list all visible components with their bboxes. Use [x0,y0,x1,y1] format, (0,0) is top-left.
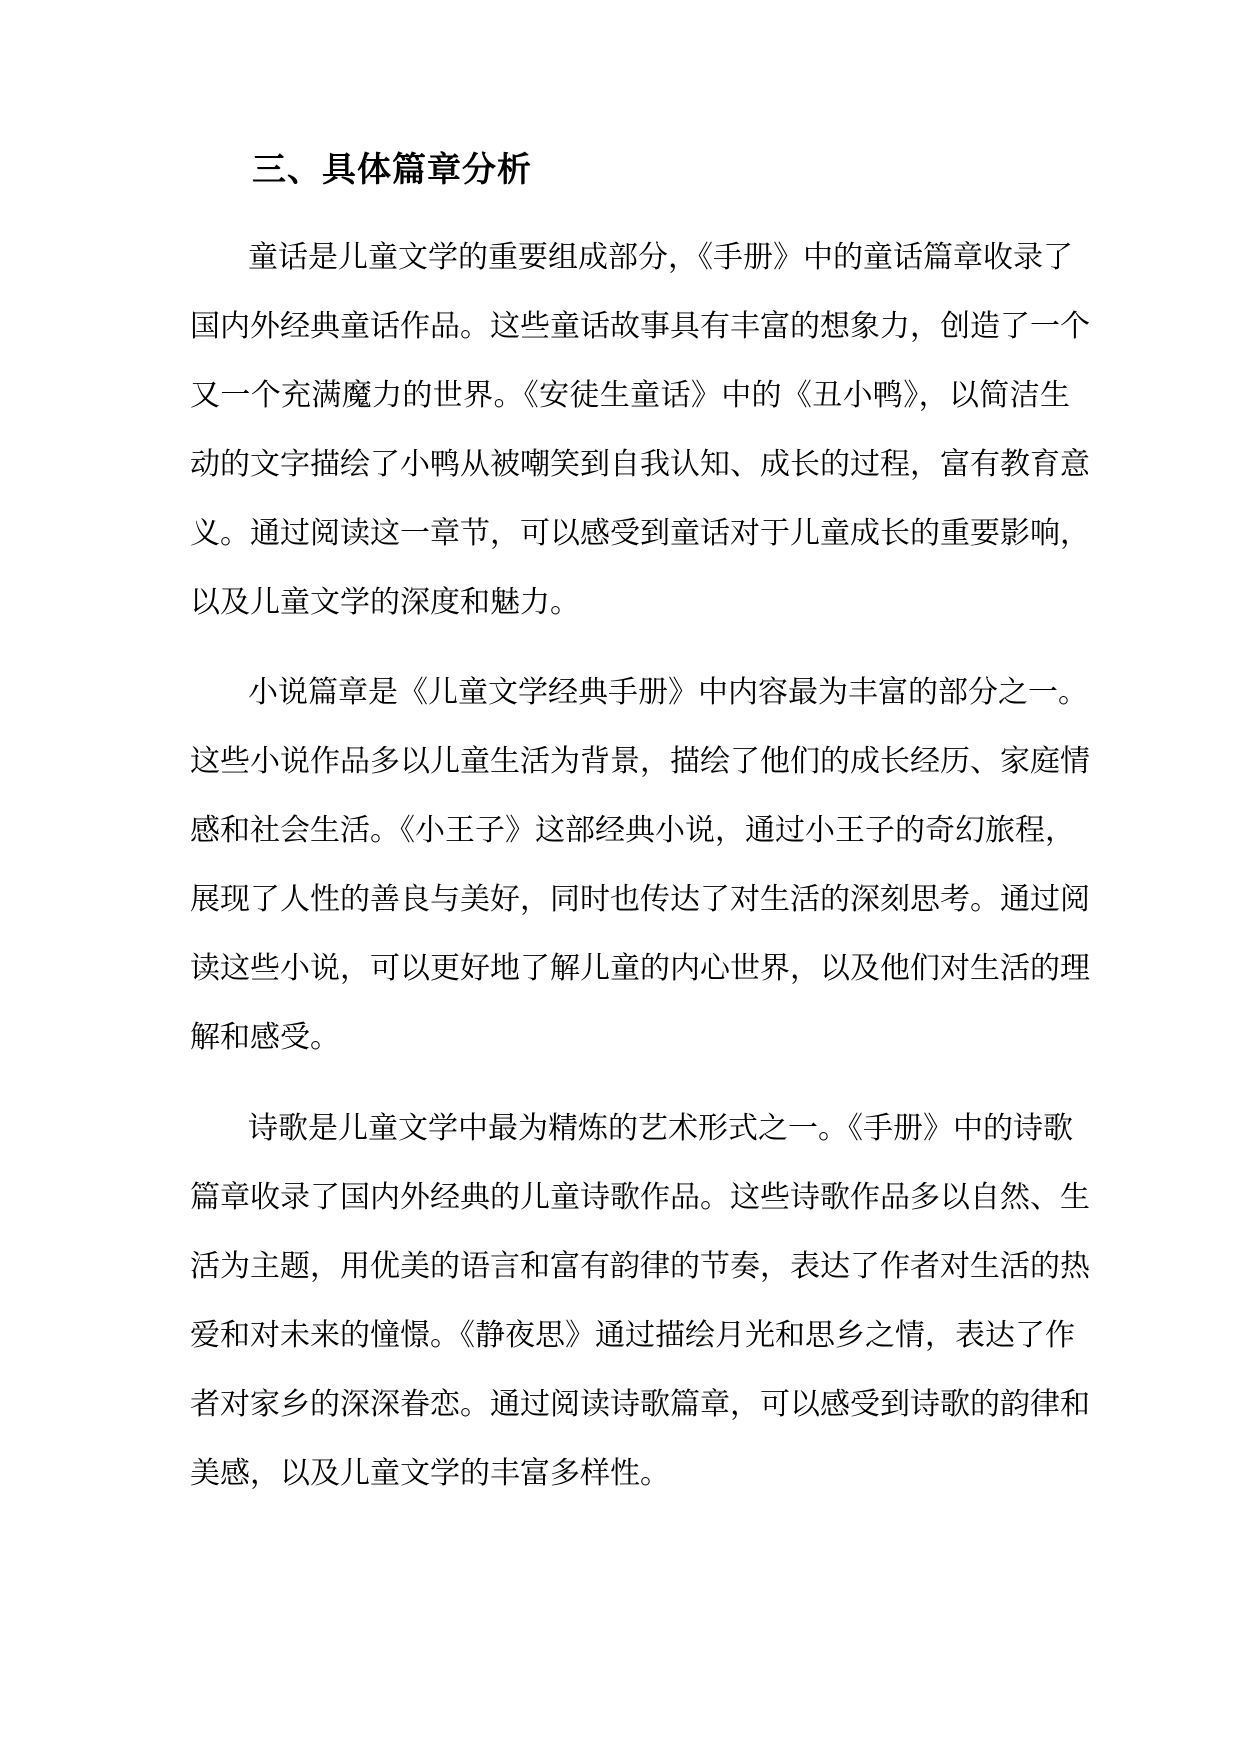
paragraph-1-line-2: 国内外经典童话作品。这些童话故事具有丰富的想象力，创造了一个 [190,309,1090,344]
paragraph-3-line-4: 爱和对未来的憧憬。《静夜思》通过描绘月光和思乡之情，表达了作 [190,1318,1075,1353]
paragraph-3-line-6: 美感，以及儿童文学的丰富多样性。 [190,1456,670,1491]
paragraph-1-line-4: 动的文字描绘了小鸭从被嘲笑到自我认知、成长的过程，富有教育意 [190,447,1090,482]
paragraph-1-line-5: 义。通过阅读这一章节，可以感受到童话对于儿童成长的重要影响， [190,516,1090,551]
paragraph-2-line-2: 这些小说作品多以儿童生活为背景，描绘了他们的成长经历、家庭情 [190,744,1090,779]
paragraph-1-line-6: 以及儿童文学的深度和魅力。 [190,585,580,620]
paragraph-1-line-1: 童话是儿童文学的重要组成部分，《手册》中的童话篇章收录了 [248,240,1073,275]
section-heading: 三、具体篇章分析 [252,150,532,190]
paragraph-3-line-2: 篇章收录了国内外经典的儿童诗歌作品。这些诗歌作品多以自然、生 [190,1180,1090,1215]
paragraph-2-line-6: 解和感受。 [190,1020,340,1055]
paragraph-2-line-4: 展现了人性的善良与美好，同时也传达了对生活的深刻思考。通过阅 [190,882,1090,917]
paragraph-3-line-3: 活为主题，用优美的语言和富有韵律的节奏，表达了作者对生活的热 [190,1249,1090,1284]
paragraph-1-line-3: 又一个充满魔力的世界。《安徒生童话》中的《丑小鸭》，以简洁生 [190,378,1070,413]
paragraph-3-line-5: 者对家乡的深深眷恋。通过阅读诗歌篇章，可以感受到诗歌的韵律和 [190,1387,1090,1422]
paragraph-3-line-1: 诗歌是儿童文学中最为精炼的艺术形式之一。《手册》中的诗歌 [248,1111,1073,1146]
paragraph-2-line-3: 感和社会生活。《小王子》这部经典小说，通过小王子的奇幻旅程， [190,813,1075,848]
paragraph-2-line-1: 小说篇章是《儿童文学经典手册》中内容最为丰富的部分之一。 [248,675,1088,710]
paragraph-2-line-5: 读这些小说，可以更好地了解儿童的内心世界，以及他们对生活的理 [190,951,1090,986]
